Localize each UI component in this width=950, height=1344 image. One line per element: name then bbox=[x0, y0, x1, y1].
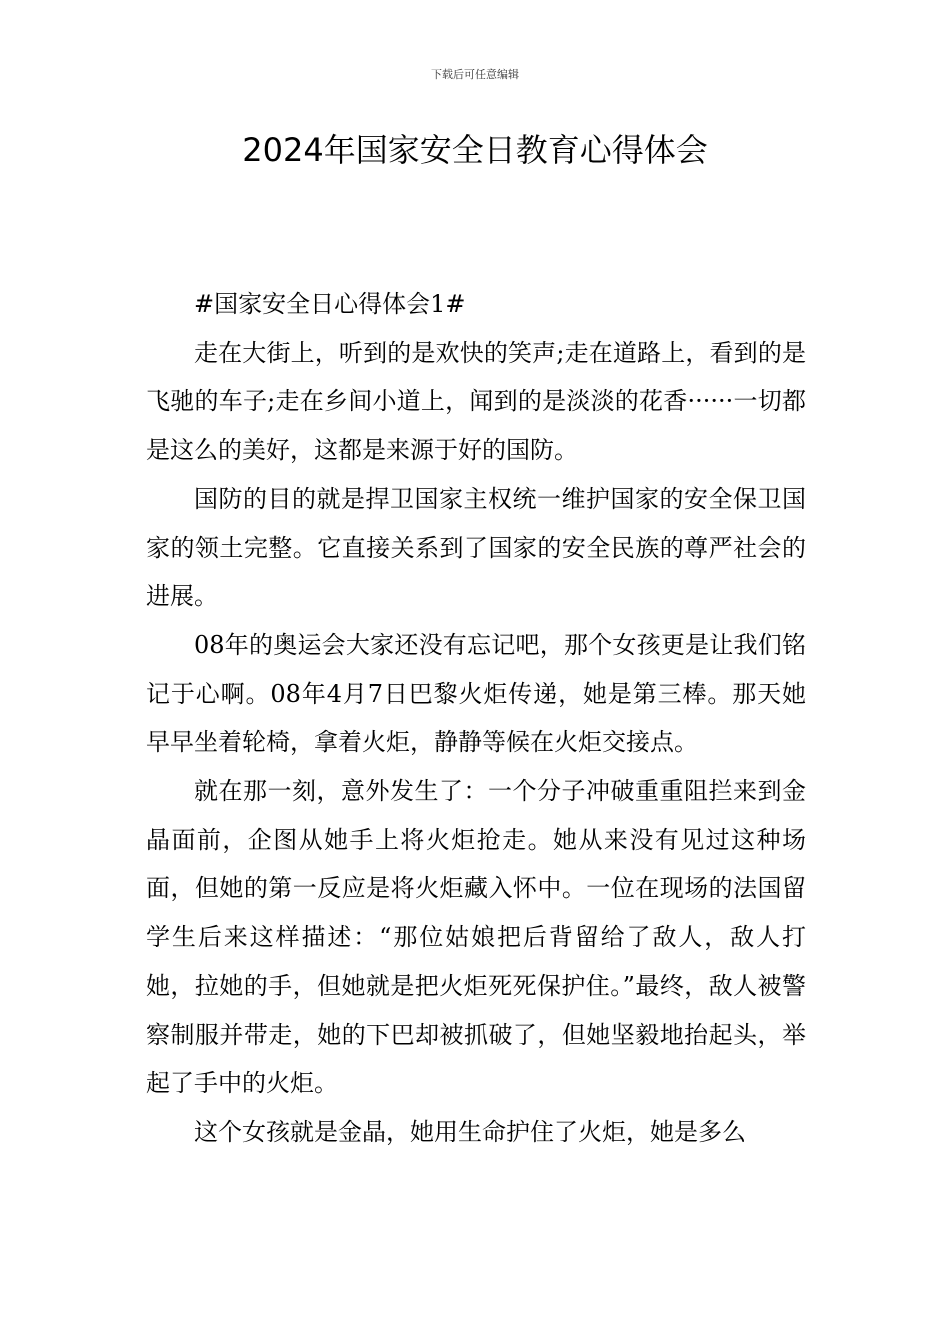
section-heading: #国家安全日心得体会1# bbox=[194, 290, 466, 318]
document-body bbox=[146, 280, 806, 1157]
document-title: 2024年国家安全日教育心得体会 bbox=[242, 131, 708, 169]
paragraph: 就在那一刻，意外发生了：一个分子冲破重重阻拦来到金晶面前，企图从她手上将火炬抢走。她从来没有见过这种场面，但她的第一反应是将火炬藏入怀中。一位在现场的法国留学生后来这样描述：“那位姑娘把后背留给了敌人，敌人打她，拉她的手，但她就是把火炬死死保护住。”最终，敌人被警察制服并带走，她的下巴却被抓破了，但她坚毅地抬起头，举起了手中的火炬。 bbox=[146, 777, 806, 1098]
paragraph: 国防的目的就是捍卫国家主权统一维护国家的安全保卫国家的领土完整。它直接关系到了国家的安全民族的尊严社会的进展。 bbox=[146, 484, 806, 611]
paragraph: 这个女孩就是金晶，她用生命护住了火炬，她是多么 bbox=[194, 1117, 746, 1146]
header-note: 下载后可任意编辑 bbox=[431, 68, 519, 81]
paragraph: 08年的奥运会大家还没有忘记吧，那个女孩更是让我们铭记于心啊。08年4月7日巴黎火炬传递，她是第三棒。那天她早早坐着轮椅，拿着火炬，静静等候在火炬交接点。 bbox=[146, 630, 806, 757]
paragraph: 走在大街上，听到的是欢快的笑声;走在道路上，看到的是飞驰的车子;走在乡间小道上，闻到的是淡淡的花香······一切都是这么的美好，这都是来源于好的国防。 bbox=[146, 338, 806, 465]
